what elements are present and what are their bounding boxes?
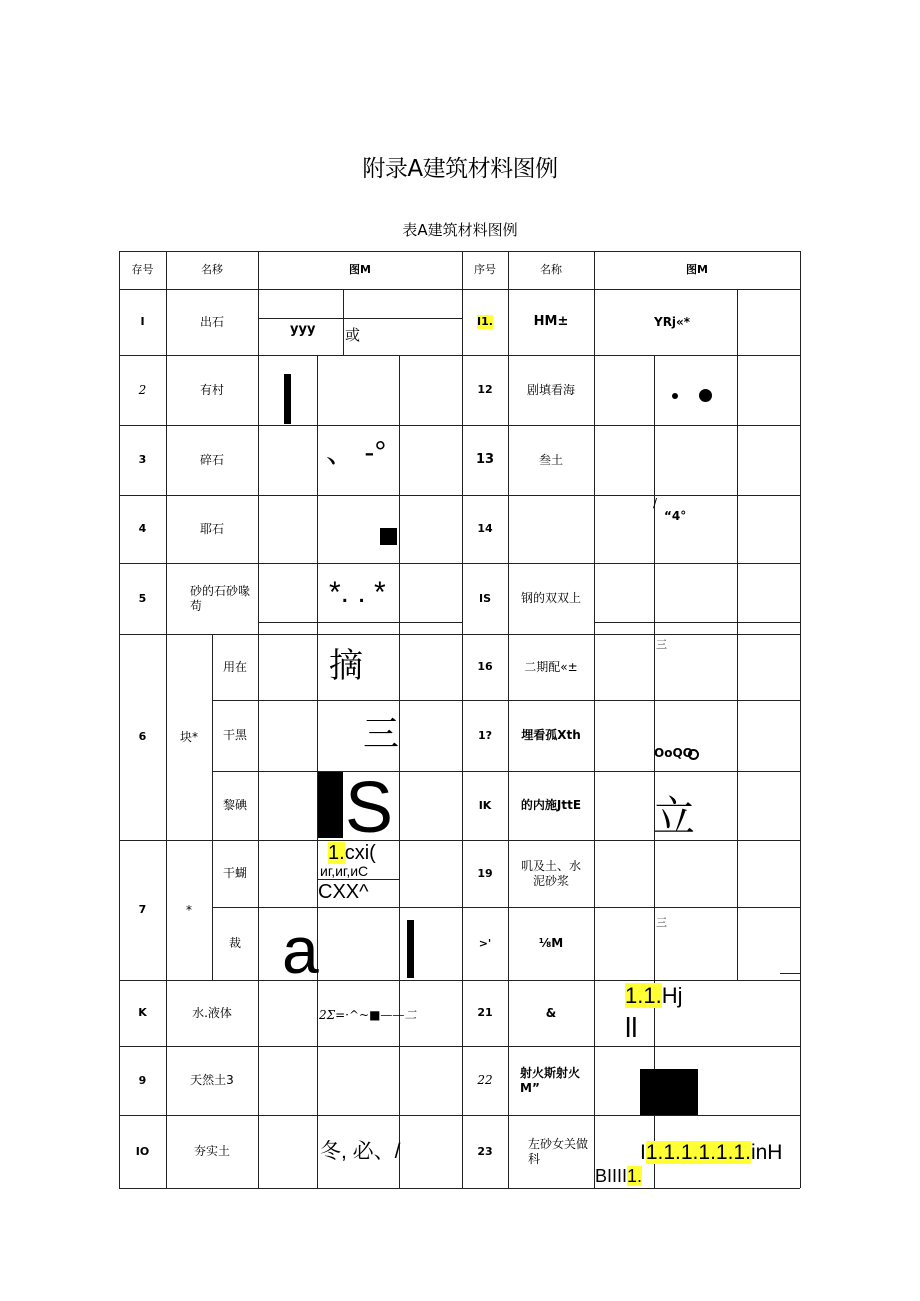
material-name: 叁土	[538, 452, 563, 467]
row-number: 23	[477, 1144, 493, 1158]
material-name: *	[186, 902, 192, 917]
pattern-bar	[407, 920, 414, 978]
row-number: 3	[138, 453, 147, 467]
pattern-text-part: Hj	[661, 983, 683, 1008]
material-name: 的内施JttE	[520, 798, 582, 813]
row-number: 1?	[477, 728, 493, 742]
row-number: 5	[138, 591, 147, 605]
row-number: 19	[477, 866, 493, 880]
pattern-text: иг,иг,иС	[320, 863, 369, 879]
row-number: IO	[135, 1144, 150, 1158]
material-name: 二期配«±	[524, 659, 578, 674]
material-subname: 干蝴	[222, 866, 247, 881]
pattern-text: YRj«*	[654, 315, 691, 329]
material-name: HM±	[533, 314, 569, 330]
pattern-text: 三	[363, 713, 400, 754]
pattern-text: yyy	[290, 322, 316, 337]
row-number: 13	[475, 452, 495, 468]
material-subname: 用在	[222, 659, 247, 674]
pattern-text: 三	[656, 916, 667, 929]
table-caption: 表A建筑材料图例	[402, 221, 518, 239]
pattern-text: a	[282, 913, 319, 987]
row-number: 9	[138, 1073, 147, 1087]
material-name: 剧填看海	[526, 382, 575, 397]
page-title: 附录A建筑材料图例	[362, 156, 558, 182]
pattern-square	[380, 528, 397, 545]
header-pattern-left: 图M	[349, 263, 371, 277]
material-subname: 裁	[228, 936, 241, 951]
material-name: 出石	[199, 314, 224, 329]
pattern-text: OoQO	[654, 746, 693, 760]
row-number: 21	[477, 1006, 493, 1020]
pattern-highlight: 1.1.	[625, 983, 662, 1008]
pattern-text: 冬, 必、/	[320, 1140, 401, 1163]
row-number: I	[140, 315, 145, 329]
material-subname: 黎碘	[222, 798, 247, 813]
pattern-text: 、 -°	[326, 436, 387, 469]
pattern-text: 三	[656, 638, 667, 651]
row-number: IK	[478, 798, 492, 812]
pattern-text-part: cxi(	[344, 842, 376, 864]
pattern-text: 摘	[329, 647, 363, 685]
material-name: 块*	[179, 729, 198, 744]
pattern-highlight: 1.	[328, 842, 345, 864]
header-name-left: 名移	[201, 263, 223, 277]
material-name: 耶石	[199, 521, 224, 536]
material-name: 叽及土、水泥砂浆	[520, 859, 581, 888]
pattern-circle	[688, 749, 699, 760]
pattern-text: S	[345, 768, 394, 848]
pattern-text: /	[653, 496, 658, 510]
pattern-text	[640, 1142, 782, 1163]
pattern-text	[625, 985, 682, 1007]
pattern-text-part: BIIII	[595, 1166, 628, 1186]
material-subname: 干黑	[222, 728, 247, 743]
material-name: 夯实土	[193, 1144, 230, 1159]
material-name: 天然土3	[190, 1073, 234, 1088]
material-name: 射火斯射火M”	[520, 1066, 581, 1095]
row-number: 6	[138, 730, 147, 744]
material-name: 左砂女关做科	[528, 1137, 589, 1166]
material-name: 碎石	[199, 452, 224, 467]
row-number: 12	[477, 383, 493, 397]
pattern-text: 或	[345, 326, 361, 344]
pattern-line	[317, 879, 399, 880]
pattern-text-part: inH	[750, 1141, 783, 1164]
pattern-dot	[699, 389, 712, 402]
row-number: 16	[477, 660, 493, 674]
pattern-highlight: 1.1.1.1.1.1.	[645, 1141, 751, 1164]
pattern-block	[640, 1069, 698, 1115]
material-name	[508, 495, 594, 563]
material-name: ⅛M	[538, 936, 564, 951]
header-pattern-right: 图M	[686, 263, 708, 277]
pattern-text: 立	[653, 793, 696, 840]
pattern-block	[318, 772, 343, 838]
row-number: IS	[478, 591, 491, 605]
row-number	[462, 289, 508, 355]
header-no-left: 存号	[131, 263, 154, 277]
material-name: 钢的双双上	[520, 591, 581, 606]
row-number: 4	[138, 522, 147, 536]
header-name-right: 名称	[540, 263, 562, 277]
row-number: 14	[477, 522, 493, 536]
row-number: >'	[478, 936, 492, 950]
pattern-text: *. . *	[329, 576, 386, 609]
row-number: 7	[138, 903, 147, 917]
material-name: 有村	[199, 382, 224, 397]
pattern-text: ll	[625, 1012, 638, 1043]
pattern-highlight: 1.	[627, 1166, 643, 1186]
pattern-text-part: I	[640, 1141, 646, 1164]
material-name: 水.液体	[192, 1005, 232, 1020]
material-name: &	[545, 1005, 557, 1020]
row-number-highlight: I1.	[477, 315, 493, 329]
pattern-text	[595, 1167, 642, 1185]
pattern-text	[328, 843, 376, 863]
pattern-bar	[284, 374, 291, 424]
pattern-dot	[672, 393, 678, 399]
header-no-right: 序号	[474, 263, 496, 277]
pattern-text: 2Σ=·^~■——二	[319, 1008, 417, 1022]
row-number: 22	[477, 1073, 493, 1088]
material-name: 埋看孤Xth	[521, 728, 581, 743]
pattern-text: CXX^	[318, 881, 369, 903]
pattern-text: “4°	[664, 509, 687, 523]
row-number: K	[138, 1006, 147, 1020]
material-name: 砂的石砂喙苟	[190, 584, 251, 613]
row-number: 2	[138, 382, 147, 397]
